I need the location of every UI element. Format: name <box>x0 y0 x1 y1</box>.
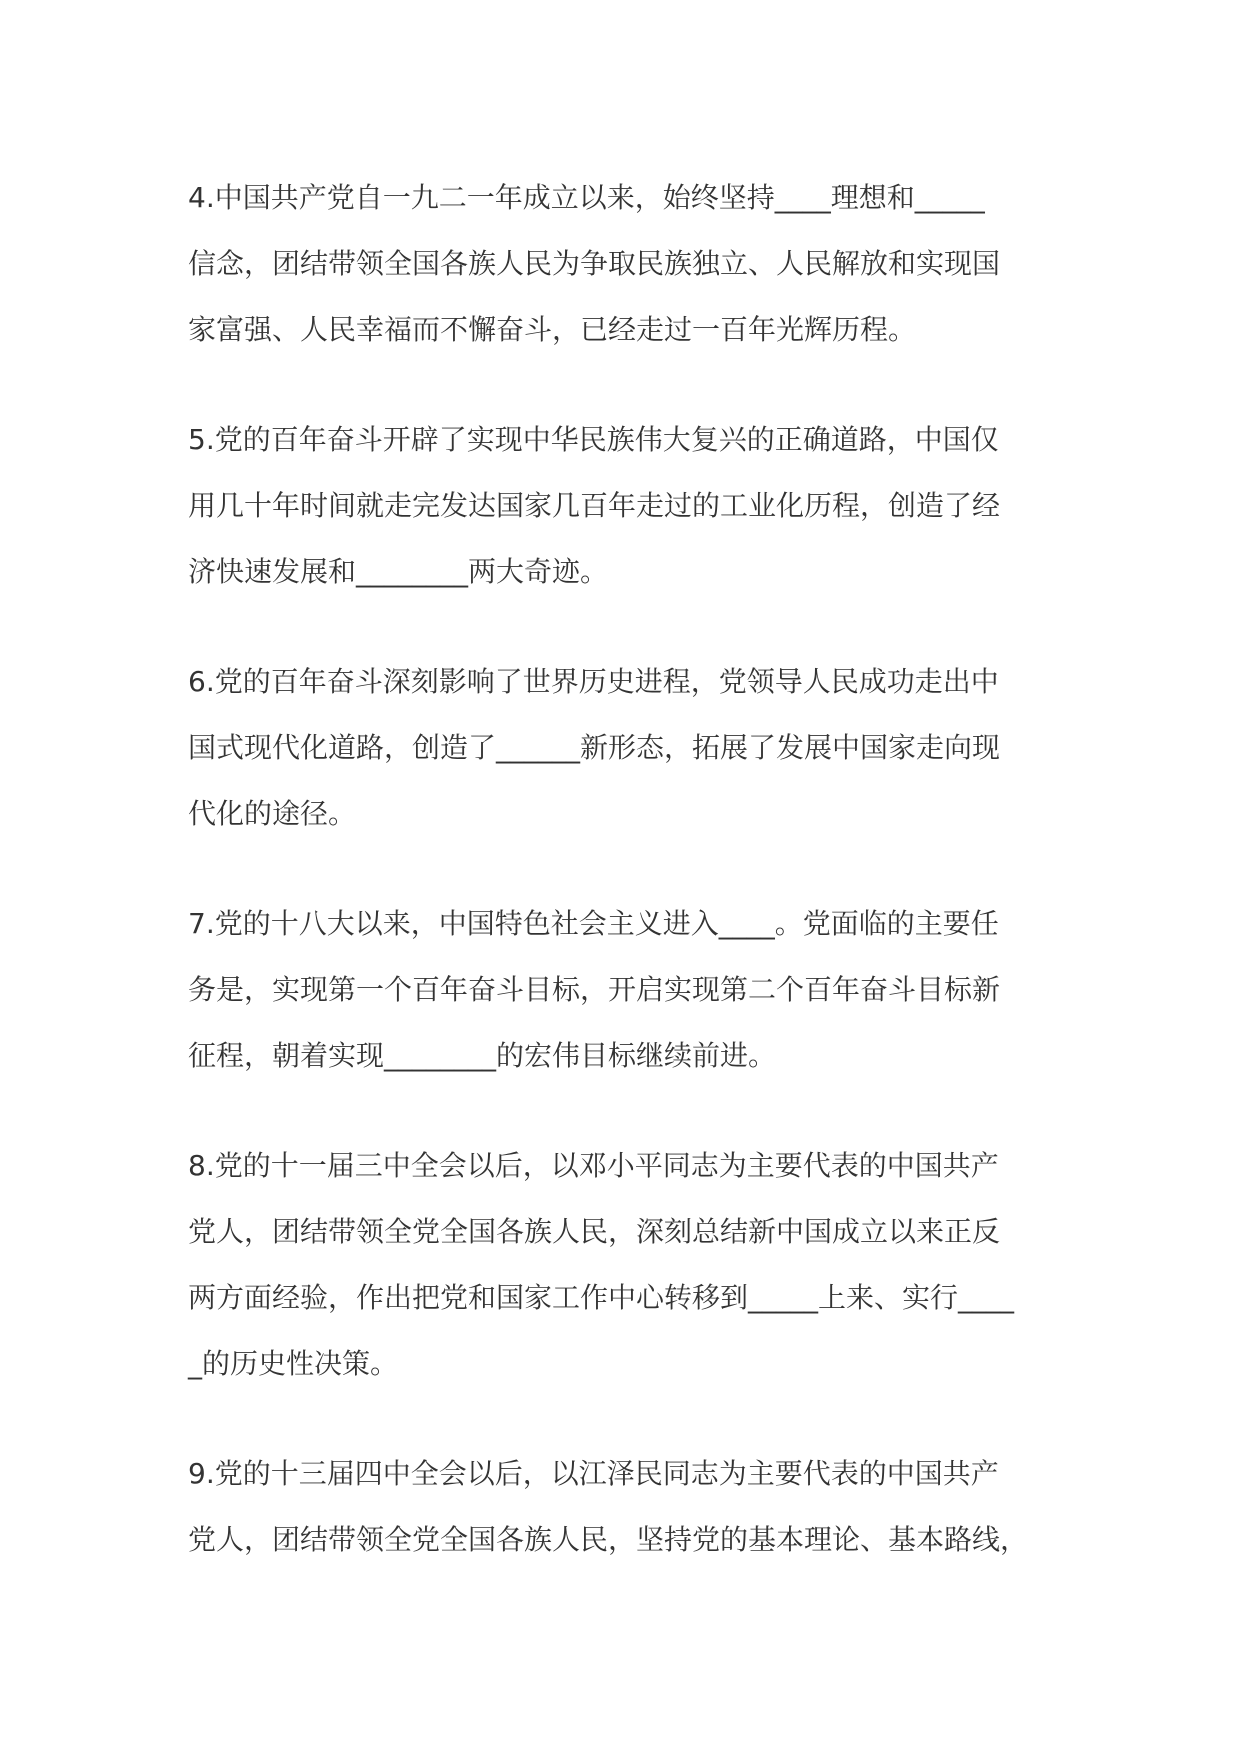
question-7-line-1: 7.党的十八大以来，中国特色社会主义进入____。党面临的主要任 <box>188 907 999 940</box>
question-8-line-3: 两方面经验，作出把党和国家工作中心转移到_____上来、实行____ <box>188 1281 1015 1314</box>
question-9-line-1: 9.党的十三届四中全会以后，以江泽民同志为主要代表的中国共产 <box>188 1457 999 1490</box>
question-6-line-3: 代化的途径。 <box>188 797 357 830</box>
question-7-line-3: 征程，朝着实现________的宏伟目标继续前进。 <box>188 1039 777 1072</box>
question-6-line-2: 国式现代化道路，创造了______新形态，拓展了发展中国家走向现 <box>188 731 1001 764</box>
question-4-line-1: 4.中国共产党自一九二一年成立以来，始终坚持____理想和_____ <box>188 181 985 214</box>
question-8 <box>188 1133 1068 1397</box>
question-8-line-4: _的历史性决策。 <box>188 1347 399 1380</box>
question-5-line-2: 用几十年时间就走完发达国家几百年走过的工业化历程，创造了经 <box>188 489 1001 522</box>
question-9-line-2: 党人，团结带领全党全国各族人民，坚持党的基本理论、基本路线， <box>188 1523 1029 1556</box>
question-4 <box>188 165 1068 363</box>
question-6-line-1: 6.党的百年奋斗深刻影响了世界历史进程，党领导人民成功走出中 <box>188 665 999 698</box>
question-5-line-1: 5.党的百年奋斗开辟了实现中华民族伟大复兴的正确道路，中国仅 <box>188 423 999 456</box>
question-8-line-2: 党人，团结带领全党全国各族人民，深刻总结新中国成立以来正反 <box>188 1215 1001 1248</box>
question-7-line-2: 务是，实现第一个百年奋斗目标，开启实现第二个百年奋斗目标新 <box>188 973 1001 1006</box>
question-5-line-3: 济快速发展和________两大奇迹。 <box>188 555 609 588</box>
question-6 <box>188 649 1068 847</box>
question-5 <box>188 407 1068 605</box>
question-4-line-2: 信念，团结带领全国各族人民为争取民族独立、人民解放和实现国 <box>188 247 1001 280</box>
question-8-line-1: 8.党的十一届三中全会以后，以邓小平同志为主要代表的中国共产 <box>188 1149 999 1182</box>
question-9 <box>188 1441 1068 1573</box>
question-4-line-3: 家富强、人民幸福而不懈奋斗，已经走过一百年光辉历程。 <box>188 313 917 346</box>
question-7 <box>188 891 1068 1089</box>
